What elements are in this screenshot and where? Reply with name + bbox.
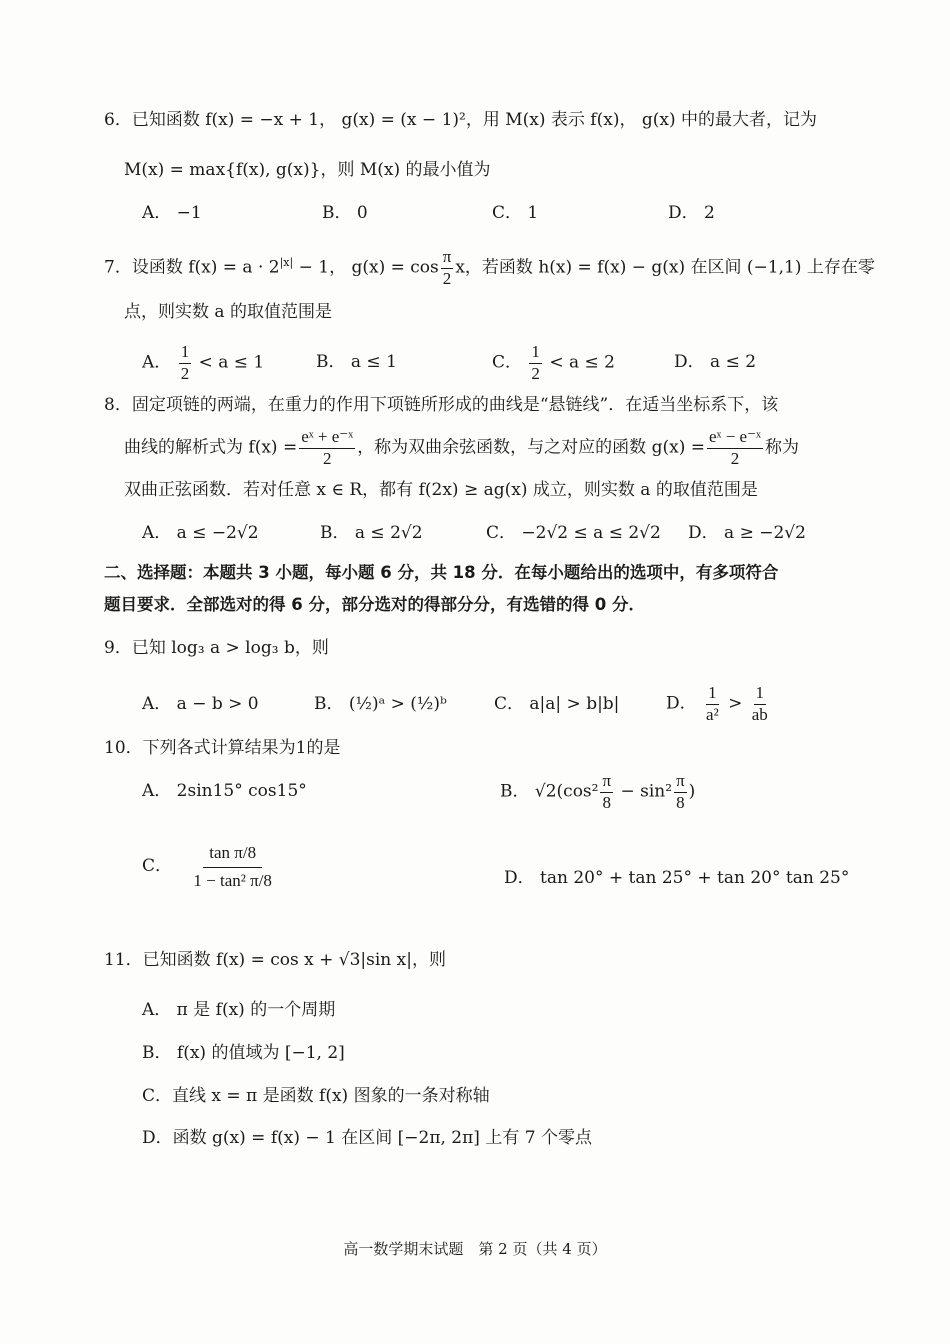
q8-stem-line3: 双曲正弦函数．若对任意 x ∈ R，都有 f(2x) ≥ ag(x) 成立，则实数 a 的取值范围是 [124, 480, 758, 500]
section2-instructions-line2: 题目要求．全部选对的得 6 分，部分选对的得部分分，有选错的得 0 分． [104, 595, 645, 614]
q10-stem: 10．下列各式计算结果为1的是 [104, 738, 341, 758]
q7-option-c-denominator: 2 [531, 363, 540, 383]
q7-pi-over-2 [441, 248, 454, 288]
q7-option-a-numerator: 1 [179, 343, 192, 364]
q7-option-a-label: A． [142, 352, 172, 373]
q8-sinh-numerator: eˣ − e⁻ˣ [707, 428, 763, 449]
q8-option-b: B． a ≤ 2√2 [320, 523, 423, 543]
q7-option-a-rest: < a ≤ 1 [198, 352, 265, 373]
q6-stem-line1: 6．已知函数 f(x) = −x + 1， g(x) = (x − 1)²，用 M(x) 表示 f(x)， g(x) 中的最大者，记为 [104, 110, 817, 130]
q9-option-c: C． a|a| > b|b| [494, 694, 620, 714]
q6-option-d: D． 2 [668, 203, 715, 223]
q7-option-c [492, 343, 615, 383]
q11-option-b: B． f(x) 的值域为 [−1, 2] [142, 1043, 345, 1063]
q7-stem-part-b: − 1， g(x) = cos [293, 257, 439, 278]
q8-stem-line1: 8．固定项链的两端，在重力的作用下项链所形成的曲线是“悬链线”．在适当坐标系下，该 [104, 395, 779, 415]
q7-frac-denominator: 2 [442, 268, 452, 288]
q8-option-a: A． a ≤ −2√2 [142, 523, 259, 543]
q10-option-c-numerator: tan π/8 [203, 842, 262, 868]
q7-option-a-denominator: 2 [180, 363, 190, 383]
q11-option-a: A． π 是 f(x) 的一个周期 [142, 1000, 336, 1020]
q9-option-d-f2-numerator: 1 [754, 684, 767, 705]
q8-sinh-denominator: 2 [730, 448, 740, 468]
q9-option-d-fraction-2 [750, 684, 770, 724]
q8-cosh-fraction [299, 428, 355, 468]
q10-option-c-label: C． [142, 855, 173, 876]
q10-option-d: D． tan 20° + tan 25° + tan 20° tan 25° [504, 868, 850, 888]
q11-stem: 11．已知函数 f(x) = cos x + √3|sin x|，则 [104, 950, 446, 970]
q8-option-c: C． −2√2 ≤ a ≤ 2√2 [486, 523, 661, 543]
q7-stem-part-c: x，若函数 h(x) = f(x) − g(x) 在区间 (−1,1) 上存在零 [455, 257, 875, 278]
q10-option-b-fraction-1 [600, 772, 613, 812]
q8-cosh-denominator: 2 [322, 448, 332, 468]
q8-stem-line2 [124, 428, 799, 468]
q9-option-d-label: D． [666, 693, 697, 714]
q7-option-a [142, 343, 264, 383]
q7-stem-line1 [104, 248, 875, 288]
q7-stem-part-a: 7．设函数 f(x) = a · 2 [104, 257, 280, 278]
q10-option-b-fraction-2 [674, 772, 687, 812]
q10-option-a: A． 2sin15° cos15° [142, 781, 307, 801]
q10-option-b-f2-numerator: π [674, 772, 687, 793]
q7-option-a-fraction [179, 343, 192, 383]
q10-option-c-denominator: 1 − tan² π/8 [193, 870, 272, 890]
q10-option-b-end: ) [688, 781, 696, 802]
q6-option-c: C． 1 [492, 203, 539, 223]
q9-option-d-fraction-1 [704, 684, 721, 724]
q9-option-a: A． a − b > 0 [142, 694, 259, 714]
q7-stem-exponent: |x| [279, 256, 294, 270]
q9-stem: 9．已知 log₃ a > log₃ b，则 [104, 638, 329, 658]
q7-frac-numerator: π [441, 248, 454, 269]
q10-option-b-part-a: B． √2(cos² [500, 781, 599, 802]
q10-option-b-f2-denominator: 8 [676, 792, 685, 812]
q9-option-d-f1-denominator: a² [706, 704, 719, 724]
page-footer: 高一数学期末试题 第 2 页（共 4 页） [343, 1240, 607, 1258]
q7-stem-line2: 点，则实数 a 的取值范围是 [124, 302, 332, 322]
q9-option-b: B． (½)ᵃ > (½)ᵇ [314, 694, 447, 714]
q9-option-d-gt: > [728, 693, 743, 714]
q7-option-c-rest: < a ≤ 2 [549, 352, 615, 373]
q10-option-c-fraction [187, 842, 278, 890]
q9-option-d-f2-denominator: ab [751, 704, 768, 724]
q10-option-b-mid: − sin² [615, 781, 673, 802]
q9-option-d-f1-numerator: 1 [706, 684, 719, 705]
q8-option-d: D． a ≥ −2√2 [688, 523, 806, 543]
q7-option-c-numerator: 1 [529, 343, 542, 364]
section2-instructions-line1: 二、选择题：本题共 3 小题，每小题 6 分，共 18 分．在每小题给出的选项中，有多项符合 [104, 563, 779, 582]
q8-stem-part-b: ，称为双曲余弦函数，与之对应的函数 g(x) = [357, 437, 705, 458]
q8-stem-part-a: 曲线的解析式为 f(x) = [124, 437, 298, 458]
q10-option-b-f1-denominator: 8 [602, 792, 612, 812]
q7-option-c-fraction [529, 343, 542, 383]
q7-option-c-label: C． [492, 352, 523, 373]
q6-stem-line2: M(x) = max{f(x), g(x)}，则 M(x) 的最小值为 [124, 160, 491, 180]
q7-option-d: D． a ≤ 2 [674, 352, 757, 372]
q8-cosh-numerator: eˣ + e⁻ˣ [299, 428, 355, 449]
q10-option-b-f1-numerator: π [600, 772, 613, 793]
q8-stem-part-c: 称为 [764, 437, 799, 458]
q9-option-d [666, 684, 772, 724]
q10-option-c [142, 842, 280, 890]
q8-sinh-fraction [707, 428, 763, 468]
q6-option-a: A． −1 [142, 203, 202, 223]
q10-option-b [500, 772, 695, 812]
q7-option-b: B． a ≤ 1 [316, 352, 397, 372]
q11-option-c: C．直线 x = π 是函数 f(x) 图象的一条对称轴 [142, 1086, 490, 1106]
q6-option-b: B． 0 [322, 203, 368, 223]
q11-option-d: D．函数 g(x) = f(x) − 1 在区间 [−2π, 2π] 上有 7 个零点 [142, 1128, 592, 1148]
